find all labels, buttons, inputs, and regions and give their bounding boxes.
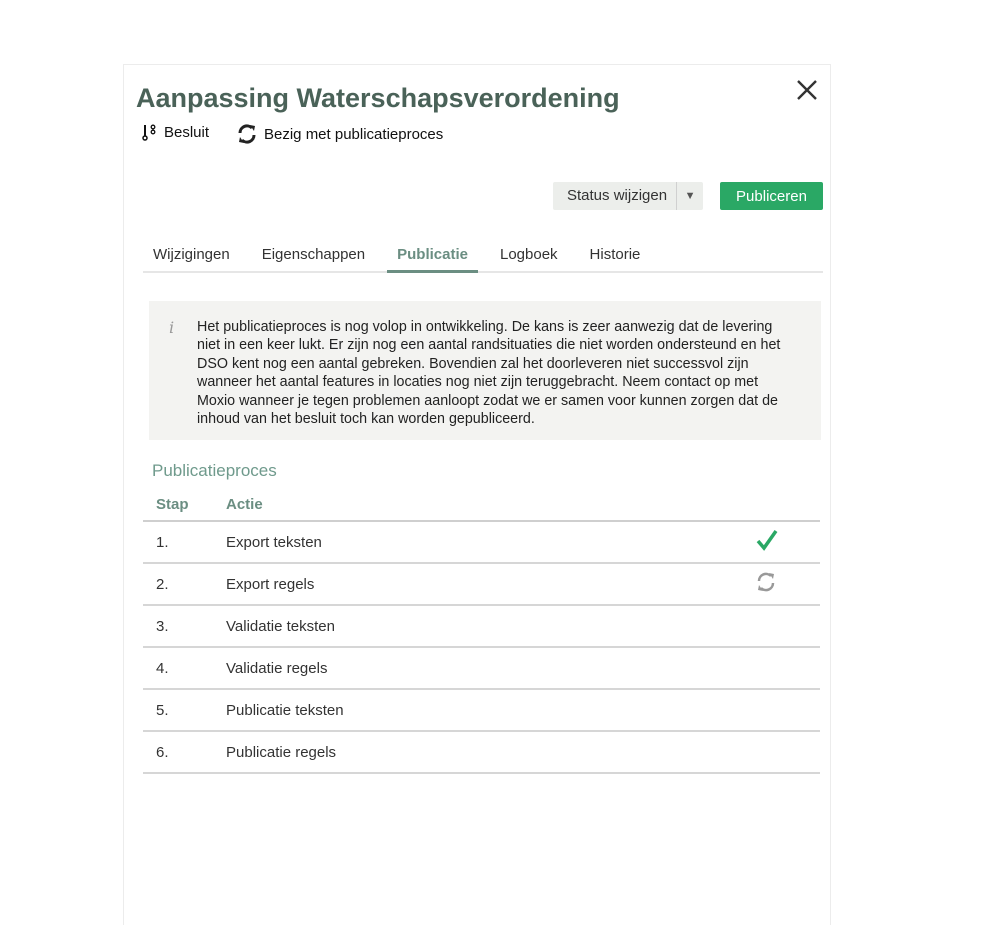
status-text: Bezig met publicatieproces [264,125,444,143]
step-status [755,563,820,605]
step-number: 3. [143,605,226,647]
step-number: 5. [143,689,226,731]
info-icon: i [169,318,175,337]
page-title: Aanpassing Waterschapsverordening [136,83,620,113]
step-number: 1. [143,521,226,563]
step-number: 4. [143,647,226,689]
dialog-panel [123,64,831,925]
type-text: Besluit [164,123,210,141]
table-row [143,689,820,731]
tab-publicatie[interactable]: Publicatie [387,237,478,271]
step-status [755,605,820,647]
header-status [755,490,820,521]
step-action: Publicatie teksten [226,689,755,731]
header-action: Actie [226,490,755,521]
step-action: Publicatie regels [226,731,755,773]
tab-logboek[interactable]: Logboek [499,246,558,263]
step-number: 2. [143,563,226,605]
publish-button[interactable]: Publiceren [720,182,823,210]
table-row [143,563,820,605]
step-action: Validatie regels [226,647,755,689]
refresh-icon [236,123,258,145]
branch-icon [142,123,158,141]
refresh-icon [755,571,777,593]
status-change-button[interactable] [553,182,703,210]
type-label [142,123,209,141]
status-label [236,123,443,145]
check-icon [755,528,779,552]
step-status [755,689,820,731]
step-status [755,647,820,689]
info-text: Het publicatieproces is nog volop in ontwikkeling. De kans is zeer aanwezig dat de levering niet in een keer lukt. Er zijn nog een aantal randsituaties die niet worden ondersteund en het DSO kent nog een aantal gebreken. Bovendien zal het doorleveren niet successvol zijn wanneer het aantal features in locaties nog niet zijn teruggebracht. Neem contact op met Moxio wanneer je tegen problemen aanloopt zodat we er samen voor kunnen zorgen dat de inhoud van het besluit toch kan worden gepubliceerd. [197,319,781,428]
table-row [143,605,820,647]
table-row [143,731,820,773]
table-row [143,521,820,563]
step-status [755,731,820,773]
step-status [755,521,820,563]
process-table [143,490,820,774]
section-heading: Publicatieproces [152,461,277,480]
step-number: 6. [143,731,226,773]
tab-eigenschappen[interactable]: Eigenschappen [261,246,366,263]
tab-historie[interactable]: Historie [589,246,641,263]
header-step: Stap [143,490,226,521]
tab-wijzigingen[interactable]: Wijzigingen [153,246,230,263]
close-icon[interactable] [794,77,820,103]
status-change-label[interactable]: Status wijzigen [567,187,668,204]
tab-bar [143,237,823,273]
step-action: Validatie teksten [226,605,755,647]
info-box [149,301,821,440]
table-row [143,647,820,689]
chevron-down-icon[interactable]: ▼ [676,182,703,210]
step-action: Export regels [226,563,755,605]
step-action: Export teksten [226,521,755,563]
